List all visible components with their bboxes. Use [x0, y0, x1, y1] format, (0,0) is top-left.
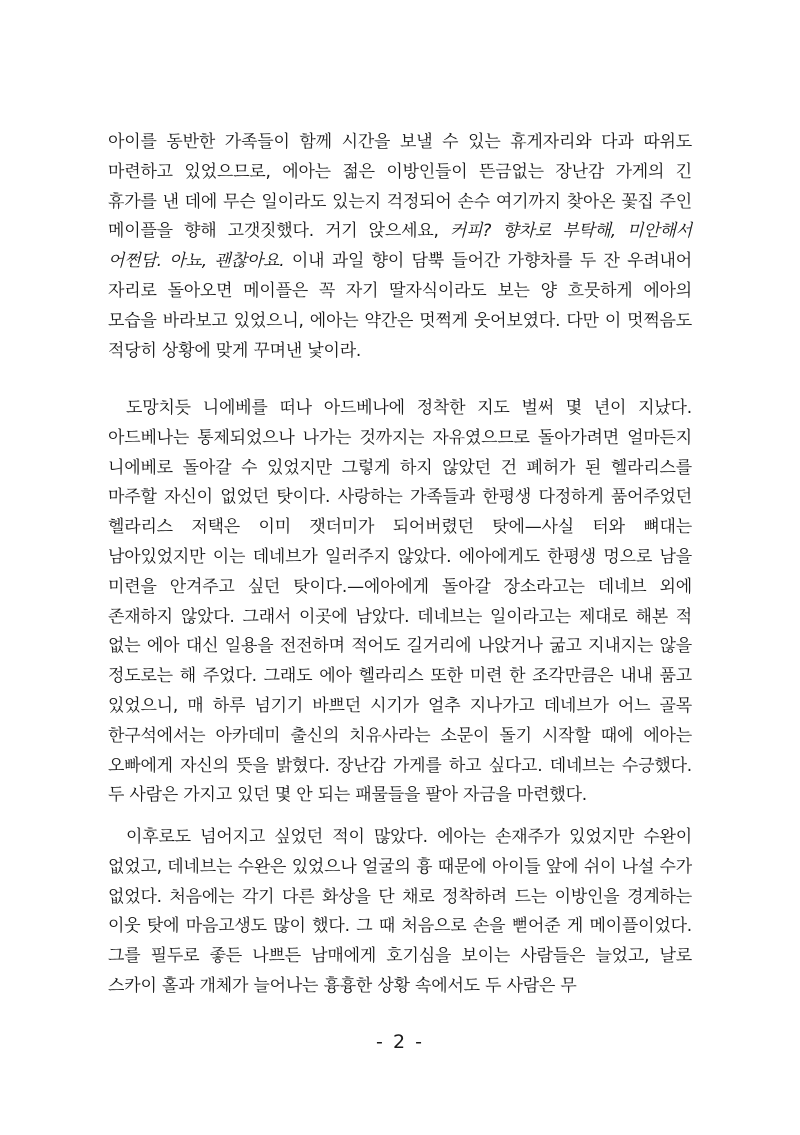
page-number: - 2 - — [376, 1031, 424, 1053]
paragraph-1-text: 아이를 동반한 가족들이 함께 시간을 보낼 수 있는 휴게자리와 다과 따위도 마련하고 있었으므로, 에아는 젊은 이방인들이 뜬금없는 장난감 가게의 긴 휴가를 낸 데에 무슨 일이라도 있는지 걱정되어 손수 여기까지 찾아온 꽃집 주인 메이플을 향해 고갯짓했다. 거기 앉으세요, — [108, 132, 692, 242]
paragraph-3-text: 이후로도 넘어지고 싶었던 적이 많았다. 에아는 손재주가 있었지만 수완이 없었고, 데네브는 수완은 있었으나 얼굴의 흉 때문에 아이들 앞에 쉬이 나설 수가 없었다. 처음에는 각기 다른 화상을 단 채로 정착하려 드는 이방인을 경계하는 이웃 탓에 마음고생도 많이 했다. 그 때 처음으로 손을 뻗어준 게 메이플이었다. 그를 필두로 좋든 나쁘든 남매에게 호기심을 보이는 사람들은 늘었고, 날로 스카이 홀과 개체가 늘어나는 흉흉한 상황 속에서도 두 사람은 무 — [108, 827, 692, 996]
paragraph-2-text: 도망치듯 니에베를 떠나 아드베나에 정착한 지도 벌써 몇 년이 지났다. 아드베나는 통제되었으나 나가는 것까지는 자유였으므로 돌아가려면 얼마든지 니에베로 돌아갈 수 있었지만 그렇게 하지 않았던 건 폐허가 된 헬라리스를 마주할 자신이 없었던 탓이다. 사랑하는 가족들과 한평생 다정하게 품어주었던 헬라리스 저택은 이미 잿더미가 되어버렸던 탓에—사실 터와 뼈대는 남아있었지만 이는 데네브가 일러주지 않았다. 에아에게도 한평생 멍으로 남을 미련을 안겨주고 싶던 탓이다.—에아에게 돌아갈 장소라고는 데네브 외에 존재하지 않았다. 그래서 이곳에 남았다. 데네브는 일이라고는 제대로 해본 적 없는 에아 대신 일용을 전전하며 적어도 길거리에 나앉거나 굶고 지내지는 않을 정도로는 해 주었다. 그래도 에아 헬라리스 또한 미련 한 조각만큼은 내내 품고 있었으니, 매 하루 넘기기 바쁘던 시기가 얼추 지나가고 데네브가 어느 골목 한구석에서는 아카데미 출신의 치유사라는 소문이 돌기 시작할 때에 에아는 오빠에게 자신의 뜻을 밝혔다. 장난감 가게를 하고 싶다고. 데네브는 수긍했다. 두 사람은 가지고 있던 몇 안 되는 패물들을 팔아 자금을 마련했다. — [108, 398, 692, 806]
paragraph-1 — [108, 128, 692, 366]
paragraph-2 — [108, 394, 692, 811]
paragraph-3 — [108, 823, 692, 1002]
paragraph-1-italic-dialogue: 커피? 향차로 부탁해, 미안해서 어쩐담. 아뇨, 괜찮아요. — [108, 221, 692, 272]
paragraph-1-text-cont: 이내 과일 향이 담뿍 들어간 가향차를 두 잔 우려내어 자리로 돌아오면 메이플은 꼭 자기 딸자식이라도 보는 양 흐뭇하게 에아의 모습을 바라보고 있었으니, 에아는 약간은 멋쩍게 웃어보였다. 다만 이 멋쩍음도 적당히 상황에 맞게 꾸며낸 낯이라. — [108, 251, 692, 361]
